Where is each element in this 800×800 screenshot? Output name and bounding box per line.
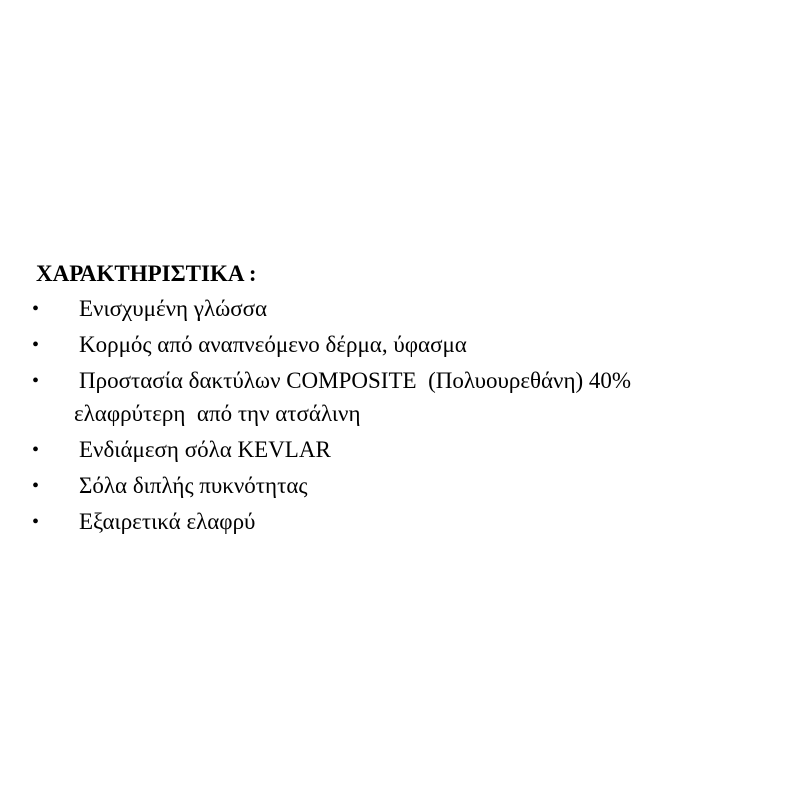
list-item-text: Ενδιάμεση σόλα KEVLAR (79, 437, 331, 462)
features-list (0, 291, 800, 540)
list-item-continuation: ελαφρύτερη από την ατσάλινη (74, 401, 361, 426)
features-heading: ΧΑΡΑΚΤΗΡΙΣΤΙΚΑ : (36, 261, 257, 286)
list-item (0, 291, 800, 327)
list-item (0, 504, 800, 540)
list-item (0, 468, 800, 504)
bullet-icon: • (32, 370, 40, 392)
list-item-text: Ενισχυμένη γλώσσα (79, 296, 268, 321)
list-item (0, 327, 800, 363)
list-item-text: Σόλα διπλής πυκνότητας (79, 473, 308, 498)
bullet-icon: • (32, 511, 40, 533)
list-item-text: Κορμός από αναπνεόμενο δέρμα, ύφασμα (79, 332, 467, 357)
bullet-icon: • (32, 298, 40, 320)
list-item (0, 432, 800, 468)
list-item-text: Εξαιρετικά ελαφρύ (79, 509, 256, 534)
bullet-icon: • (32, 475, 40, 497)
list-item (0, 363, 800, 432)
bullet-icon: • (32, 439, 40, 461)
bullet-icon: • (32, 334, 40, 356)
list-item-text: Προστασία δακτύλων COMPOSITE (Πολυουρεθάνη) 40% (79, 368, 632, 393)
